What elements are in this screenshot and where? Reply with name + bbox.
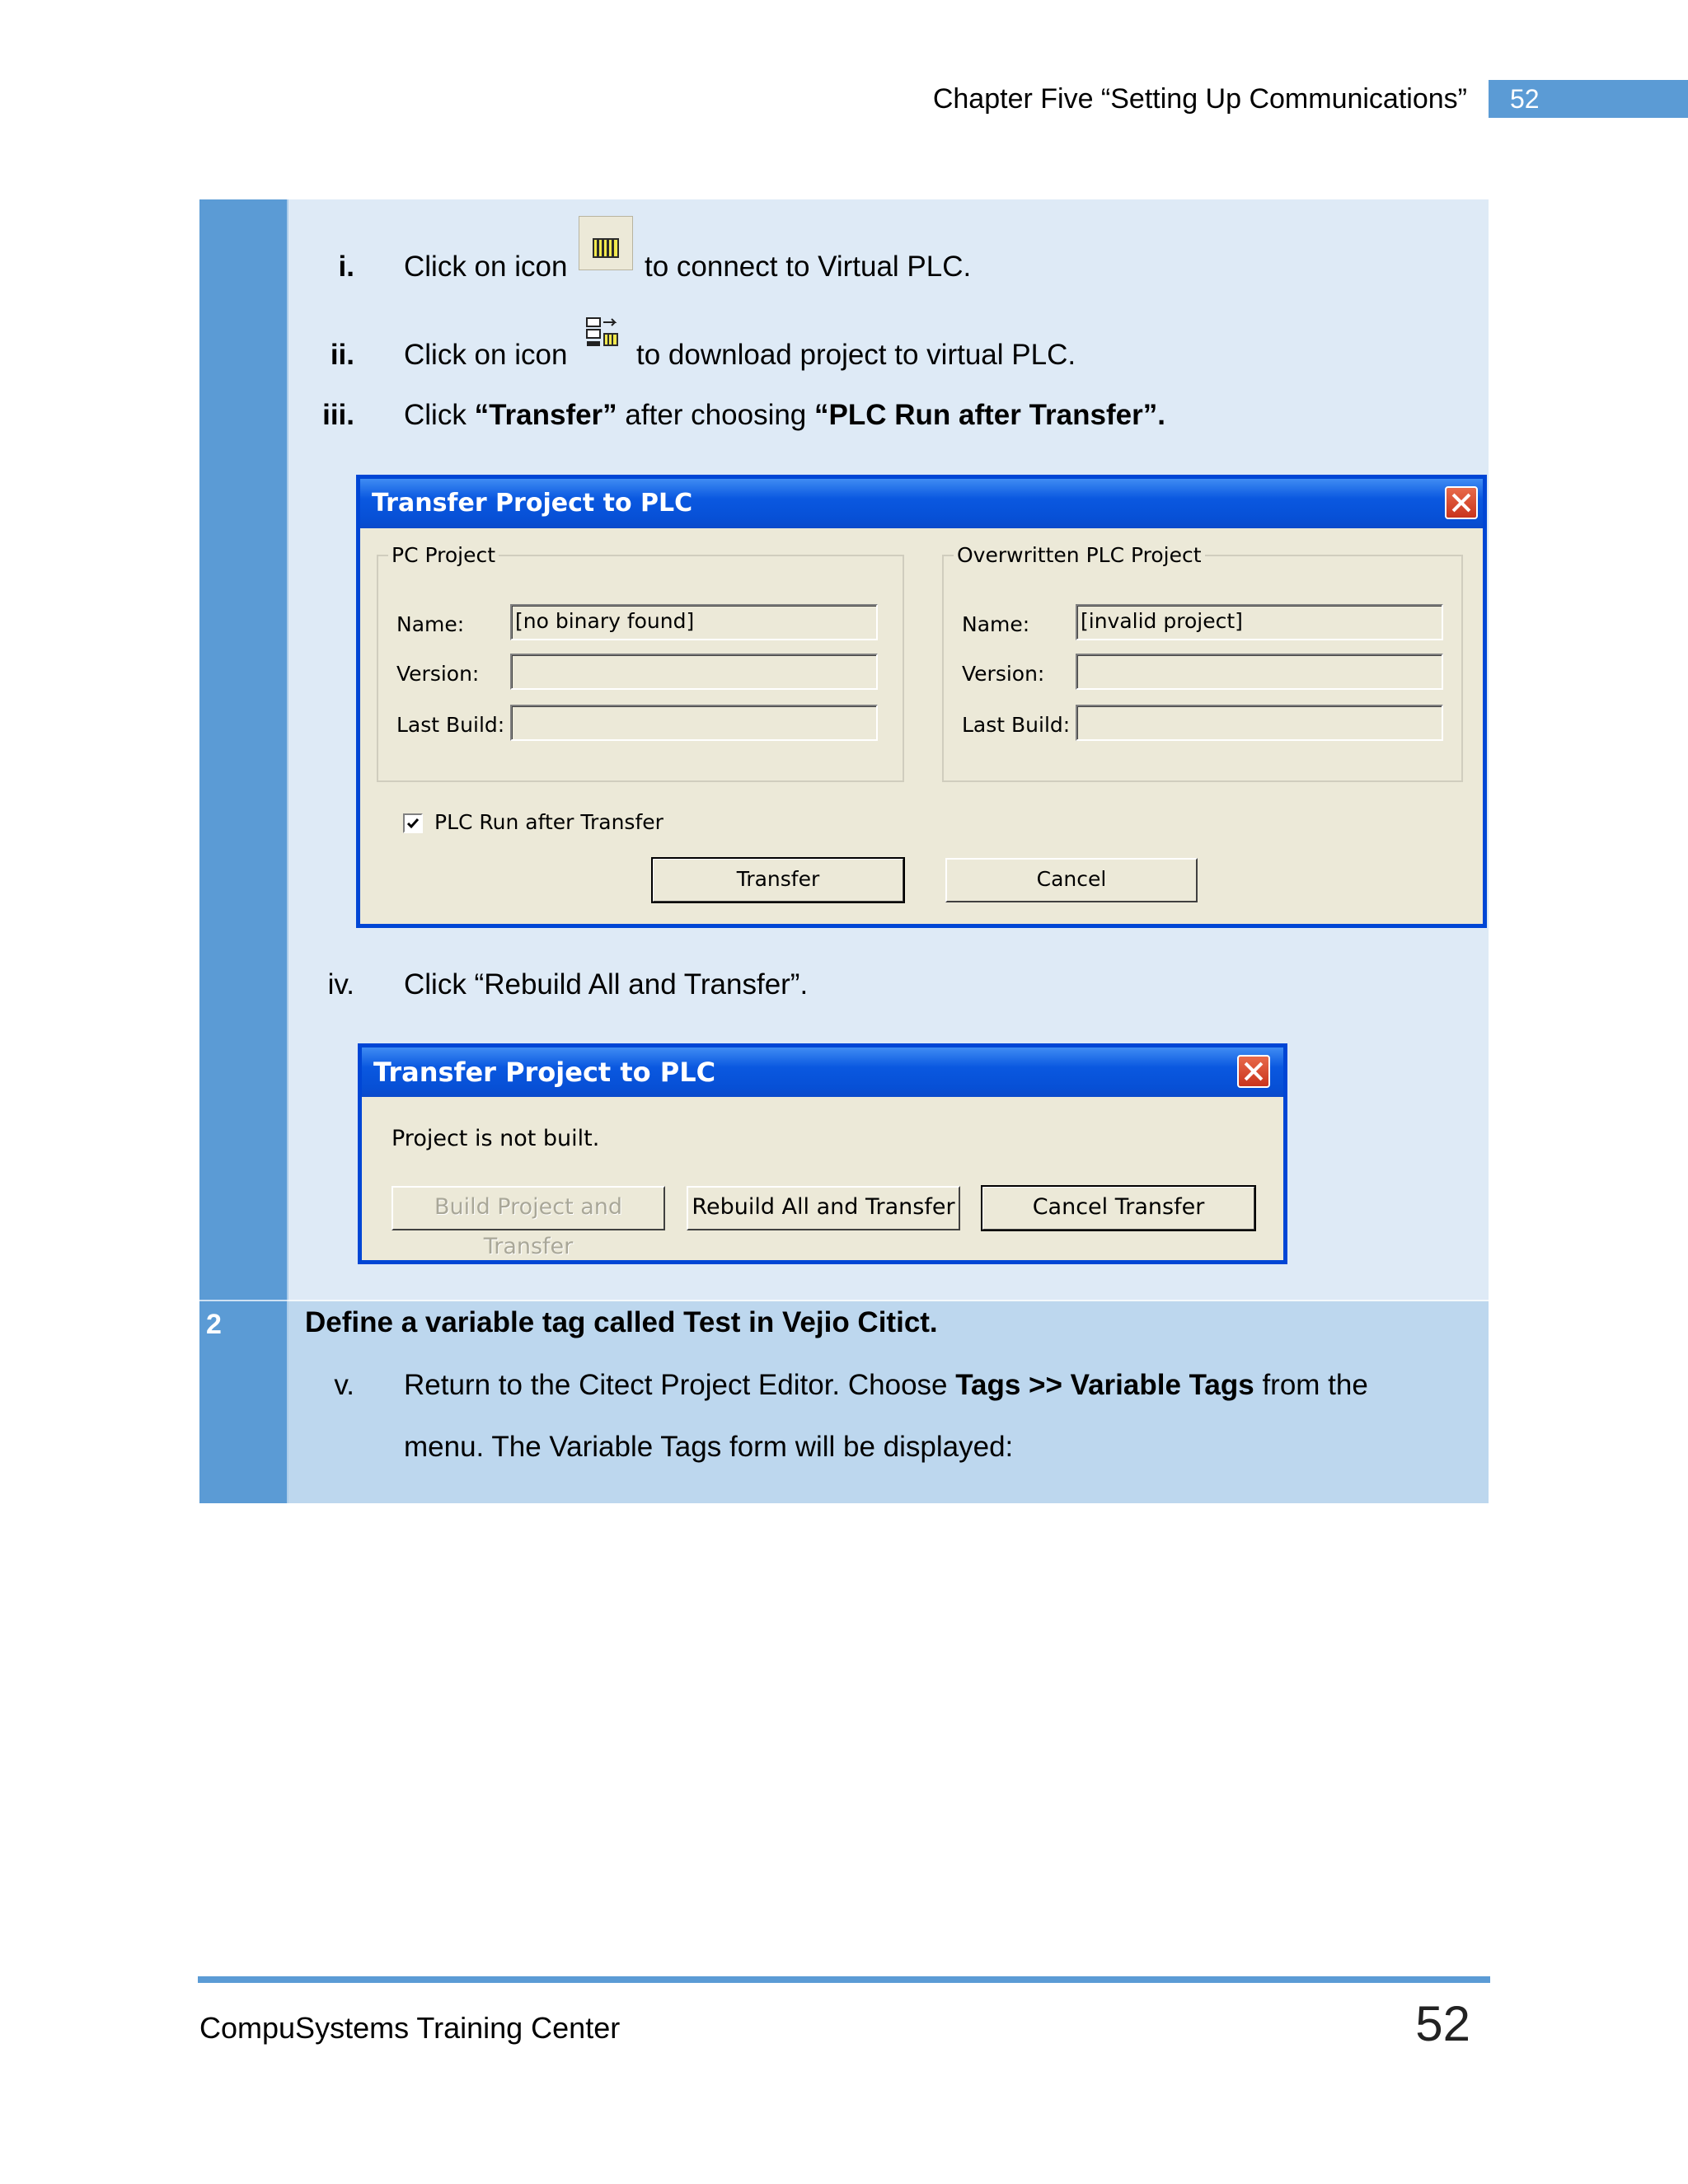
step-iii-number: iii. <box>322 399 354 431</box>
plc-lastbuild-field[interactable] <box>1076 705 1443 741</box>
cancel-transfer-button[interactable]: Cancel Transfer <box>982 1186 1255 1230</box>
step-v-line1 <box>404 1366 1368 1404</box>
close-icon[interactable] <box>1445 486 1478 519</box>
pc-lastbuild-label: Last Build: <box>396 713 505 737</box>
footer-company: CompuSystems Training Center <box>199 2011 621 2045</box>
step-v-line2: menu. The Variable Tags form will be displayed: <box>404 1431 1014 1463</box>
dialog-title-bar <box>360 479 1483 528</box>
step-v-arrow: >> <box>1020 1369 1071 1401</box>
download-project-icon[interactable] <box>579 307 628 359</box>
cancel-button[interactable]: Cancel <box>945 858 1198 902</box>
step-ii-number: ii. <box>330 339 354 371</box>
dialog-title: Transfer Project to PLC <box>372 489 693 518</box>
step-iii-plc-run: “PLC Run after Transfer”. <box>814 399 1165 431</box>
column-divider <box>287 199 288 1503</box>
chapter-header: Chapter Five “Setting Up Communications” <box>932 83 1467 115</box>
step-2-number: 2 <box>206 1309 222 1340</box>
step-ii-text-before: Click on icon <box>404 339 568 371</box>
pc-version-label: Version: <box>396 662 480 686</box>
step-iii-transfer: “Transfer” <box>474 399 617 431</box>
step-iv-number: iv. <box>327 968 354 1001</box>
step-2-title: Define a variable tag called Test in Vejio Citict. <box>305 1306 938 1338</box>
step-iii-text <box>404 396 1165 434</box>
step-v-tags: Tags <box>955 1369 1021 1401</box>
row-divider <box>199 1300 1489 1301</box>
close-icon[interactable] <box>1237 1055 1270 1088</box>
dialog2-title-bar <box>362 1047 1283 1097</box>
footer-page-number: 52 <box>1415 1996 1470 2051</box>
build-project-transfer-button[interactable]: Build Project and Transfer <box>392 1186 665 1230</box>
plc-name-field[interactable]: [invalid project] <box>1076 604 1443 640</box>
step-v-variable-tags: Variable Tags <box>1070 1369 1254 1401</box>
step-iii-mid: after choosing <box>617 399 814 431</box>
step-v-post: from the <box>1254 1369 1368 1401</box>
plc-version-label: Version: <box>962 662 1045 686</box>
plc-name-label: Name: <box>962 612 1030 636</box>
plc-run-checkbox[interactable] <box>403 813 423 833</box>
step-iv-text: Click “Rebuild All and Transfer”. <box>404 968 809 1001</box>
header-page-number: 52 <box>1489 80 1688 118</box>
step-iii-pre: Click <box>404 399 475 431</box>
step-i-number: i. <box>338 251 354 283</box>
pc-project-group <box>377 543 904 782</box>
step-ii-text-after: to download project to virtual PLC. <box>636 339 1076 371</box>
pc-lastbuild-field[interactable] <box>510 705 878 741</box>
footer-rule <box>198 1976 1490 1983</box>
plc-project-group-label: Overwritten PLC Project <box>954 543 1205 568</box>
transfer-button[interactable]: Transfer <box>652 858 904 902</box>
step-v-number: v. <box>334 1369 354 1401</box>
step-i-text-before: Click on icon <box>404 251 568 283</box>
plc-project-group <box>942 543 1463 782</box>
transfer-project-dialog <box>356 475 1487 928</box>
pc-name-field[interactable]: [no binary found] <box>510 604 878 640</box>
not-built-message: Project is not built. <box>392 1126 600 1151</box>
project-not-built-dialog <box>358 1043 1287 1264</box>
plc-version-field[interactable] <box>1076 654 1443 690</box>
step-v-pre: Return to the Citect Project Editor. Choose <box>404 1369 956 1401</box>
plc-run-checkbox-label: PLC Run after Transfer <box>434 810 663 834</box>
pc-name-label: Name: <box>396 612 465 636</box>
virtual-plc-connect-icon[interactable] <box>579 216 633 270</box>
pc-version-field[interactable] <box>510 654 878 690</box>
plc-lastbuild-label: Last Build: <box>962 713 1071 737</box>
pc-project-group-label: PC Project <box>388 543 499 568</box>
dialog2-title: Transfer Project to PLC <box>373 1057 716 1088</box>
rebuild-all-transfer-button[interactable]: Rebuild All and Transfer <box>687 1186 960 1230</box>
step-i-text-after: to connect to Virtual PLC. <box>645 251 972 283</box>
